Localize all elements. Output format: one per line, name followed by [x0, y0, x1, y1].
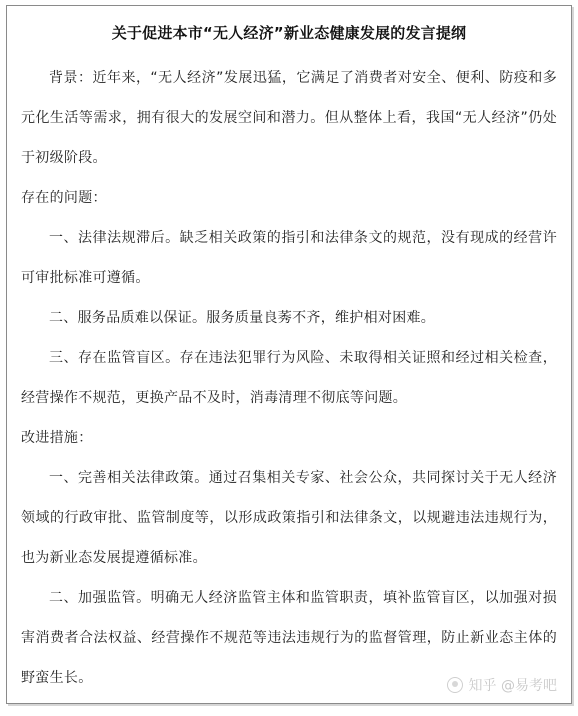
document-page [6, 5, 572, 704]
watermark [447, 675, 557, 695]
paragraph-measure-2: 二、加强监管。明确无人经济监管主体和监管职责，填补监管盲区，以加强对损害消费者合法权益、经营操作不规范等违法违规行为的监督管理，防止新业态主体的野蛮生长。 [21, 590, 557, 686]
document-body [21, 58, 557, 698]
document-title: 关于促进本市“无人经济”新业态健康发展的发言提纲 [111, 24, 467, 42]
paragraph-problem-1: 一、法律法规滞后。缺乏相关政策的指引和法律条文的规范，没有现成的经营许可审批标准可遵循。 [21, 230, 557, 286]
avatar-icon [447, 677, 463, 693]
paragraph-problem-2: 二、服务品质难以保证。服务质量良莠不齐，维护相对困难。 [49, 310, 436, 326]
paragraph-background: 背景：近年来，“无人经济”发展迅猛，它满足了消费者对安全、便利、防疫和多元化生活等需求，拥有很大的发展空间和潜力。但从整体上看，我国“无人经济”仍处于初级阶段。 [21, 70, 557, 166]
paragraph-problem-3: 三、存在监管盲区。存在违法犯罪行为风险、未取得相关证照和经过相关检查，经营操作不规范，更换产品不及时，消毒清理不彻底等问题。 [21, 350, 557, 406]
paragraph-measure-1: 一、完善相关法律政策。通过召集相关专家、社会公众，共同探讨关于无人经济领域的行政审批、监管制度等，以形成政策指引和法律条文，以规避违法违规行为，也为新业态发展提遵循标准。 [21, 470, 557, 566]
heading-problems: 存在的问题： [21, 190, 107, 206]
watermark-text: 知乎 @易考吧 [468, 678, 557, 694]
heading-measures: 改进措施： [21, 430, 93, 446]
